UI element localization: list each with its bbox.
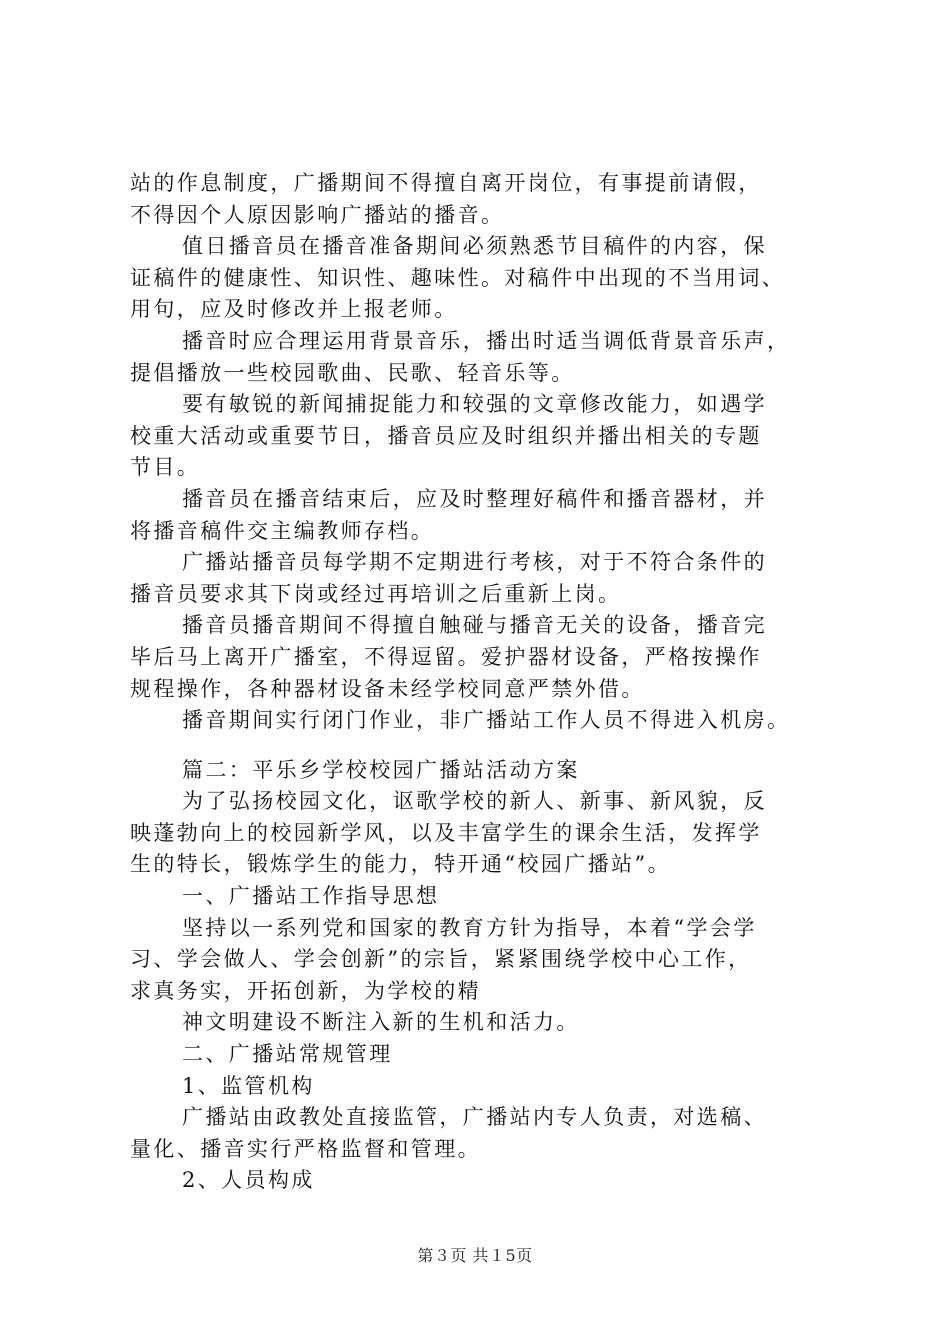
text-line: 坚持以一系列党和国家的教育方针为指导，本着“学会学	[182, 915, 757, 940]
text-line: 生的特长，锻炼学生的能力，特开通“校园广播站”。	[130, 852, 672, 877]
text-line: 节目。	[130, 455, 201, 480]
text-line: 播音期间实行闭门作业，非广播站工作人员不得进入机房。	[182, 708, 791, 733]
text-line: 量化、播音实行严格监督和管理。	[130, 1136, 481, 1161]
text-line: 不得因个人原因影响广播站的播音。	[130, 202, 505, 227]
section-one	[130, 168, 835, 737]
text-line: 播音员播音期间不得擅自触碰与播音无关的设备，播音完	[182, 613, 767, 638]
text-line: 二、广播站常规管理	[182, 1042, 393, 1067]
text-line: 站的作息制度，广播期间不得擅自离开岗位，有事提前请假，	[130, 171, 762, 195]
document-body	[130, 168, 835, 1197]
text-line: 广播站播音员每学期不定期进行考核，对于不符合条件的	[182, 550, 767, 575]
text-line: 规程操作，各种器材设备未经学校同意严禁外借。	[130, 676, 645, 701]
text-line: 用句，应及时修改并上报老师。	[130, 297, 458, 322]
text-line: 值日播音员在播音准备期间必须熟悉节目稿件的内容，保	[182, 234, 767, 259]
text-line: 毕后马上离开广播室，不得逗留。爱护器材设备，严格按操作	[130, 644, 762, 669]
text-line: 提倡播放一些校园歌曲、民歌、轻音乐等。	[130, 360, 575, 385]
text-line: 求真务实，开拓创新，为学校的精	[130, 978, 481, 1003]
text-line: 校重大活动或重要节日，播音员应及时组织并播出相关的专题	[130, 423, 762, 448]
text-line: 映蓬勃向上的校园新学风，以及丰富学生的课余生活，发挥学	[130, 820, 762, 845]
text-line: 为了弘扬校园文化，讴歌学校的新人、新事、新风貌，反	[182, 789, 767, 814]
section-two	[130, 755, 835, 1197]
text-line: 证稿件的健康性、知识性、趣味性。对稿件中出现的不当用词、	[130, 265, 786, 290]
page-footer: 第３页 共１5页	[417, 1246, 533, 1265]
text-line: 要有敏锐的新闻捕捉能力和较强的文章修改能力，如遇学	[182, 392, 767, 417]
text-line: 播音员在播音结束后，应及时整理好稿件和播音器材，并	[182, 486, 767, 511]
text-line: 1、监管机构	[182, 1073, 315, 1098]
text-line: 将播音稿件交主编教师存档。	[130, 518, 435, 543]
text-line: 2、人员构成	[182, 1168, 315, 1193]
text-line: 一、广播站工作指导思想	[182, 884, 440, 909]
text-line: 播音员要求其下岗或经过再培训之后重新上岗。	[130, 581, 622, 606]
text-line: 广播站由政教处直接监管，广播站内专人负责，对选稿、	[182, 1105, 767, 1130]
text-line: 篇二：平乐乡学校校园广播站活动方案	[182, 757, 580, 782]
text-line: 播音时应合理运用背景音乐，播出时适当调低背景音乐声，	[182, 328, 791, 353]
text-line: 习、学会做人、学会创新”的宗旨，紧紧围绕学校中心工作，	[130, 947, 752, 972]
text-line: 神文明建设不断注入新的生机和活力。	[182, 1010, 580, 1035]
section-gap	[130, 737, 835, 755]
